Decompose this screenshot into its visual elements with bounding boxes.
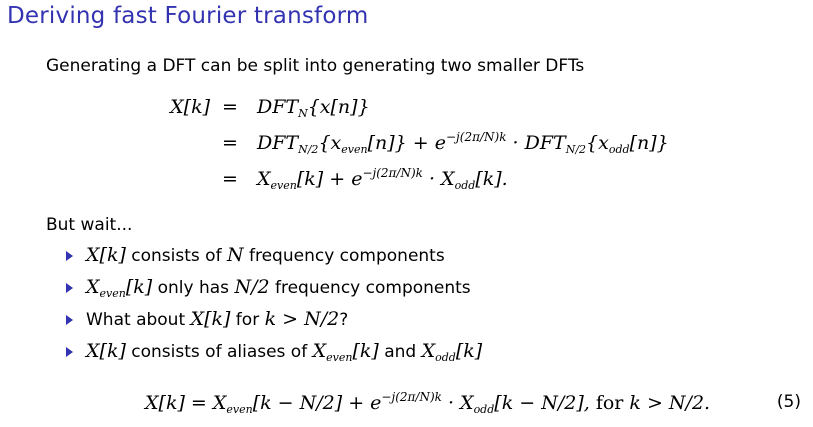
bullet1-math: X	[86, 244, 100, 266]
bullet3-math: X	[190, 308, 205, 330]
eq-line3-rhs	[257, 168, 508, 202]
eq-line1-lhs: X[k]	[170, 96, 210, 118]
final-a: X[k] = X	[145, 392, 227, 414]
final-cond: for	[589, 392, 630, 414]
eq-line1-arg: {x[n]}	[307, 96, 370, 118]
eq-line1-dft-sub: N	[298, 107, 308, 120]
bullet-arrow-icon	[66, 251, 73, 261]
eq-line2-exp: −j(2π/N)k	[445, 130, 507, 144]
bullet4-and: and	[378, 342, 422, 362]
bullet-item	[66, 340, 482, 372]
eq-line2-dft1-sub: N/2	[298, 143, 319, 156]
bullet4-m2-sub: even	[326, 351, 353, 364]
bullet3-text-tail: ?	[339, 310, 349, 330]
bullet4-m2: X	[312, 340, 327, 362]
eq-line2-x2: {x	[586, 132, 609, 154]
eq-line3-equals: =	[222, 168, 238, 190]
eq-line2-equals: =	[222, 132, 238, 154]
bullet1-text-math: N	[226, 244, 244, 266]
bullet3-prefix: What about	[86, 310, 191, 330]
bullet2-text-tail: frequency components	[269, 278, 471, 298]
bullet3-text-math: k > N/2	[264, 308, 340, 330]
eq-line3-mid: [k] + e	[296, 168, 363, 190]
eq-line1-equals: =	[222, 96, 238, 118]
final-exp: −j(2π/N)k	[381, 390, 442, 404]
bullet1-math-tail: [k]	[99, 244, 126, 266]
eq-line3-odd-sub: odd	[454, 179, 476, 192]
slide-title: Deriving fast Fourier transform	[7, 3, 369, 29]
bullet2-text: only has	[152, 278, 235, 298]
eq-line3-even-sub: even	[270, 179, 297, 192]
bullet-list	[66, 244, 482, 372]
eq-line2-dft1: DFT	[257, 132, 299, 154]
bullet4-m2-tail: [k]	[352, 340, 379, 362]
eq-line2-rhs	[257, 132, 669, 166]
eq-line3-exp: −j(2π/N)k	[362, 166, 423, 180]
bullet2-text-math: N/2	[234, 276, 270, 298]
final-even-sub: even	[226, 403, 253, 416]
bullet4-math: X	[86, 340, 100, 362]
bullet-arrow-icon	[66, 283, 73, 293]
eq-line2-even-sub: even	[341, 143, 368, 156]
equation-block	[0, 96, 813, 206]
bullet1-text: consists of	[125, 246, 227, 266]
final-a-tail: [k − N/2] + e	[252, 392, 382, 414]
bullet3-math-tail: [k]	[204, 308, 231, 330]
bullet-item	[66, 244, 482, 276]
eq-line2-dft2: · DFT	[506, 132, 566, 154]
eq-line1-dft: DFT	[257, 96, 299, 118]
final-odd-sub: odd	[473, 403, 495, 416]
bullet1-text-tail: frequency components	[243, 246, 445, 266]
eq-line1-rhs	[257, 96, 370, 130]
bullet2-math-sub: even	[99, 287, 126, 300]
final-equation	[145, 392, 710, 414]
slide-title-bar	[0, 0, 813, 40]
eq-line2-mid: [n]} + e	[367, 132, 446, 154]
eq-line2-end: [n]}	[629, 132, 669, 154]
eq-line3-xeven: X	[257, 168, 271, 190]
eq-line2-dft2-sub: N/2	[565, 143, 587, 156]
bullet-item	[66, 276, 482, 308]
bullet-arrow-icon	[66, 315, 73, 325]
intro-text: Generating a DFT can be split into generating two smaller DFTs	[46, 56, 585, 76]
bullet2-math: X	[86, 276, 100, 298]
eq-line2-odd-sub: odd	[608, 143, 630, 156]
bullet4-m3-sub: odd	[435, 351, 456, 364]
final-b: · X	[441, 392, 474, 414]
bullet3-text: for	[230, 310, 265, 330]
final-cond-math: k > N/2.	[629, 392, 711, 414]
eq-line3-xodd: · X	[422, 168, 455, 190]
eq-line2-x: {x	[318, 132, 342, 154]
equation-number: (5)	[776, 392, 801, 412]
bullet4-text: consists of aliases of	[125, 342, 313, 362]
bullet2-math-tail: [k]	[125, 276, 153, 298]
but-wait-text: But wait...	[46, 215, 133, 235]
bullet4-m3-tail: [k]	[455, 340, 483, 362]
bullet-item	[66, 308, 482, 340]
eq-line3-end: [k].	[475, 168, 508, 190]
final-b-tail: [k − N/2],	[494, 392, 590, 414]
bullet-arrow-icon	[66, 347, 73, 357]
bullet4-math-tail: [k]	[99, 340, 126, 362]
bullet4-m3: X	[421, 340, 436, 362]
